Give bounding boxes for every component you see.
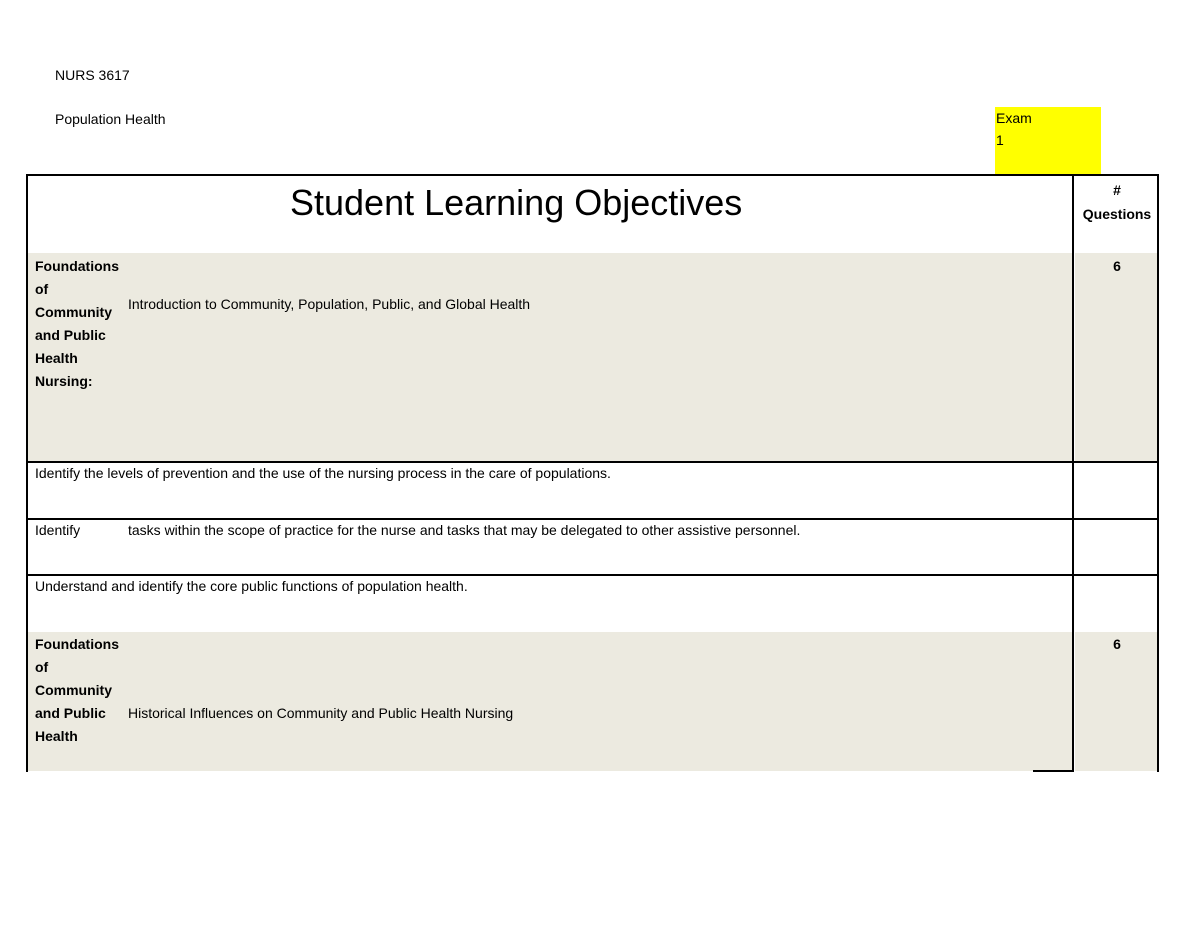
section-band-2-questions	[1075, 632, 1157, 771]
objective-2-text: tasks within the scope of practice for the nurse and tasks that may be delegated to other assistive personnel.	[128, 522, 801, 538]
section-1-category	[35, 255, 130, 393]
category-line: Foundations	[35, 636, 119, 652]
section-2-topic: Historical Influences on Community and Public Health Nursing	[128, 705, 514, 721]
objective-1: Identify the levels of prevention and the use of the nursing process in the care of populations.	[35, 465, 611, 481]
category-line: Health	[35, 350, 78, 366]
table-bottom-stub	[1033, 770, 1074, 772]
table-top-border	[26, 174, 1159, 176]
category-line: Community	[35, 682, 112, 698]
category-line: of	[35, 281, 49, 297]
objective-2-verb: Identify	[35, 522, 81, 538]
course-code: NURS 3617	[55, 67, 130, 83]
section-band-1-questions	[1075, 253, 1157, 462]
course-name: Population Health	[55, 111, 166, 127]
table-left-border	[26, 174, 28, 772]
exam-label: Exam	[996, 110, 1032, 126]
objective-3: Understand and identify the core public functions of population health.	[35, 578, 468, 594]
category-line: of	[35, 659, 49, 675]
category-line: Nursing:	[35, 373, 93, 389]
row-divider-1	[26, 461, 1159, 463]
questions-header-label: Questions	[1082, 206, 1152, 222]
row-divider-3	[26, 574, 1159, 576]
category-line: and Public	[35, 327, 106, 343]
category-line: Health	[35, 728, 78, 744]
row-divider-2	[26, 518, 1159, 520]
questions-column-header	[1076, 178, 1158, 226]
questions-header-symbol: #	[1113, 182, 1121, 198]
table-title: Student Learning Objectives	[290, 182, 743, 223]
category-line: and Public	[35, 705, 106, 721]
section-2-category	[35, 633, 130, 748]
section-1-question-count: 6	[1113, 258, 1121, 274]
exam-number: 1	[996, 132, 1004, 148]
section-1-topic: Introduction to Community, Population, Public, and Global Health	[128, 296, 531, 312]
category-line: Community	[35, 304, 112, 320]
section-band-2	[28, 632, 1073, 771]
section-2-question-count: 6	[1113, 636, 1121, 652]
exam-badge	[995, 107, 1101, 174]
category-line: Foundations	[35, 258, 119, 274]
questions-column-divider	[1072, 174, 1074, 772]
section-band-1	[28, 253, 1073, 462]
